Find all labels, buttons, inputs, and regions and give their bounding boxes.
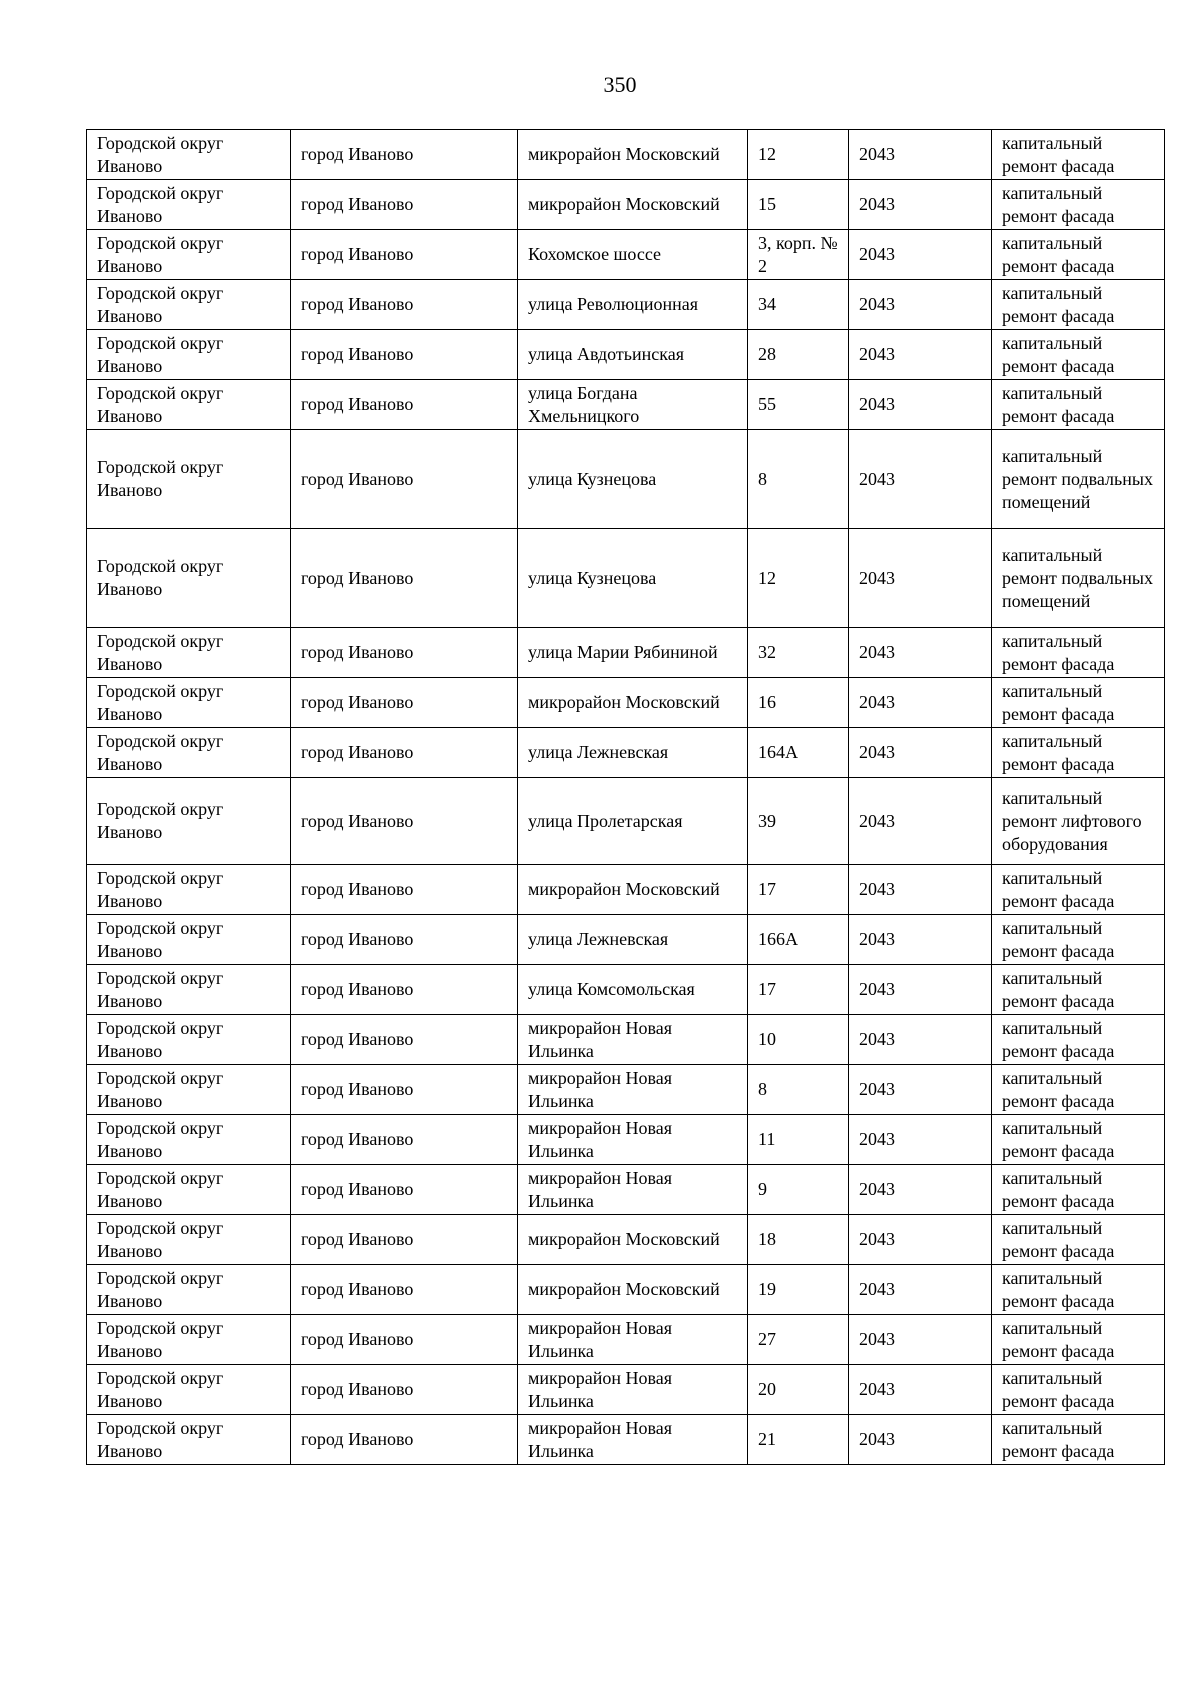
cell-year: 2043 (849, 230, 992, 280)
cell-house-number: 15 (748, 180, 849, 230)
cell-municipality: Городской округ Иваново (87, 1165, 291, 1215)
cell-municipality: Городской округ Иваново (87, 230, 291, 280)
cell-work-type: капитальный ремонт фасада (992, 1015, 1165, 1065)
cell-street: улица Марии Рябининой (518, 628, 748, 678)
table-row (87, 130, 1165, 180)
table-row (87, 180, 1165, 230)
cell-street: микрорайон Новая Ильинка (518, 1315, 748, 1365)
cell-work-type: капитальный ремонт фасада (992, 1165, 1165, 1215)
cell-house-number: 39 (748, 778, 849, 865)
cell-work-type: капитальный ремонт фасада (992, 1065, 1165, 1115)
table-row (87, 430, 1165, 529)
cell-house-number: 17 (748, 965, 849, 1015)
cell-settlement: город Иваново (291, 1215, 518, 1265)
cell-settlement: город Иваново (291, 130, 518, 180)
cell-house-number: 21 (748, 1415, 849, 1465)
table-row (87, 1265, 1165, 1315)
cell-work-type: капитальный ремонт подвальных помещений (992, 430, 1165, 529)
cell-year: 2043 (849, 380, 992, 430)
cell-year: 2043 (849, 280, 992, 330)
cell-year: 2043 (849, 180, 992, 230)
cell-municipality: Городской округ Иваново (87, 330, 291, 380)
cell-settlement: город Иваново (291, 230, 518, 280)
table-row (87, 1015, 1165, 1065)
cell-settlement: город Иваново (291, 529, 518, 628)
cell-work-type: капитальный ремонт фасада (992, 1365, 1165, 1415)
cell-year: 2043 (849, 130, 992, 180)
cell-year: 2043 (849, 529, 992, 628)
cell-year: 2043 (849, 1365, 992, 1415)
cell-street: микрорайон Московский (518, 865, 748, 915)
cell-work-type: капитальный ремонт фасада (992, 1415, 1165, 1465)
cell-house-number: 20 (748, 1365, 849, 1415)
cell-house-number: 8 (748, 430, 849, 529)
cell-house-number: 12 (748, 529, 849, 628)
cell-work-type: капитальный ремонт фасада (992, 915, 1165, 965)
cell-street: микрорайон Новая Ильинка (518, 1365, 748, 1415)
cell-year: 2043 (849, 430, 992, 529)
cell-house-number: 28 (748, 330, 849, 380)
cell-street: улица Богдана Хмельницкого (518, 380, 748, 430)
cell-street: улица Революционная (518, 280, 748, 330)
cell-municipality: Городской округ Иваново (87, 1315, 291, 1365)
table-row (87, 915, 1165, 965)
cell-street: микрорайон Новая Ильинка (518, 1165, 748, 1215)
cell-year: 2043 (849, 628, 992, 678)
cell-settlement: город Иваново (291, 430, 518, 529)
cell-house-number: 16 (748, 678, 849, 728)
cell-street: улица Кузнецова (518, 430, 748, 529)
cell-municipality: Городской округ Иваново (87, 628, 291, 678)
cell-house-number: 17 (748, 865, 849, 915)
cell-street: микрорайон Новая Ильинка (518, 1415, 748, 1465)
cell-house-number: 9 (748, 1165, 849, 1215)
cell-year: 2043 (849, 965, 992, 1015)
table-row (87, 1165, 1165, 1215)
cell-house-number: 12 (748, 130, 849, 180)
cell-work-type: капитальный ремонт фасада (992, 130, 1165, 180)
page-number: 350 (603, 72, 637, 97)
cell-street: улица Пролетарская (518, 778, 748, 865)
cell-work-type: капитальный ремонт фасада (992, 180, 1165, 230)
table-row (87, 380, 1165, 430)
cell-year: 2043 (849, 1215, 992, 1265)
cell-work-type: капитальный ремонт фасада (992, 965, 1165, 1015)
cell-work-type: капитальный ремонт фасада (992, 1215, 1165, 1265)
cell-street: микрорайон Московский (518, 1265, 748, 1315)
cell-year: 2043 (849, 728, 992, 778)
cell-street: Кохомское шоссе (518, 230, 748, 280)
cell-street: улица Лежневская (518, 915, 748, 965)
cell-settlement: город Иваново (291, 1265, 518, 1315)
cell-municipality: Городской округ Иваново (87, 1215, 291, 1265)
cell-settlement: город Иваново (291, 280, 518, 330)
table-row (87, 1215, 1165, 1265)
table-row (87, 678, 1165, 728)
cell-municipality: Городской округ Иваново (87, 728, 291, 778)
cell-settlement: город Иваново (291, 180, 518, 230)
cell-year: 2043 (849, 915, 992, 965)
cell-settlement: город Иваново (291, 1115, 518, 1165)
cell-work-type: капитальный ремонт подвальных помещений (992, 529, 1165, 628)
cell-settlement: город Иваново (291, 1365, 518, 1415)
table-row (87, 628, 1165, 678)
table-row (87, 330, 1165, 380)
cell-year: 2043 (849, 865, 992, 915)
cell-house-number: 164А (748, 728, 849, 778)
cell-street: улица Кузнецова (518, 529, 748, 628)
cell-work-type: капитальный ремонт фасада (992, 230, 1165, 280)
cell-municipality: Городской округ Иваново (87, 778, 291, 865)
cell-work-type: капитальный ремонт фасада (992, 280, 1165, 330)
cell-municipality: Городской округ Иваново (87, 965, 291, 1015)
cell-settlement: город Иваново (291, 965, 518, 1015)
cell-street: микрорайон Московский (518, 130, 748, 180)
cell-work-type: капитальный ремонт фасада (992, 1315, 1165, 1365)
table-row (87, 1115, 1165, 1165)
cell-street: микрорайон Новая Ильинка (518, 1015, 748, 1065)
cell-municipality: Городской округ Иваново (87, 280, 291, 330)
cell-house-number: 27 (748, 1315, 849, 1365)
cell-municipality: Городской округ Иваново (87, 380, 291, 430)
table-row (87, 728, 1165, 778)
cell-municipality: Городской округ Иваново (87, 1015, 291, 1065)
table-row (87, 230, 1165, 280)
registry-table-body (87, 130, 1165, 1465)
cell-settlement: город Иваново (291, 1015, 518, 1065)
cell-settlement: город Иваново (291, 865, 518, 915)
cell-year: 2043 (849, 1065, 992, 1115)
cell-house-number: 10 (748, 1015, 849, 1065)
table-row (87, 1065, 1165, 1115)
cell-settlement: город Иваново (291, 678, 518, 728)
cell-year: 2043 (849, 1115, 992, 1165)
cell-work-type: капитальный ремонт фасада (992, 330, 1165, 380)
cell-municipality: Городской округ Иваново (87, 1365, 291, 1415)
cell-settlement: город Иваново (291, 1065, 518, 1115)
cell-house-number: 18 (748, 1215, 849, 1265)
cell-street: микрорайон Новая Ильинка (518, 1115, 748, 1165)
cell-street: микрорайон Новая Ильинка (518, 1065, 748, 1115)
cell-municipality: Городской округ Иваново (87, 1115, 291, 1165)
registry-table (86, 129, 1165, 1465)
cell-municipality: Городской округ Иваново (87, 678, 291, 728)
cell-settlement: город Иваново (291, 1415, 518, 1465)
cell-municipality: Городской округ Иваново (87, 1065, 291, 1115)
cell-work-type: капитальный ремонт фасада (992, 380, 1165, 430)
cell-municipality: Городской округ Иваново (87, 865, 291, 915)
cell-house-number: 34 (748, 280, 849, 330)
cell-work-type: капитальный ремонт фасада (992, 1265, 1165, 1315)
cell-street: улица Авдотьинская (518, 330, 748, 380)
cell-settlement: город Иваново (291, 330, 518, 380)
cell-municipality: Городской округ Иваново (87, 529, 291, 628)
cell-work-type: капитальный ремонт фасада (992, 728, 1165, 778)
cell-house-number: 32 (748, 628, 849, 678)
cell-municipality: Городской округ Иваново (87, 1265, 291, 1315)
table-row (87, 280, 1165, 330)
table-row (87, 865, 1165, 915)
cell-house-number: 3, корп. № 2 (748, 230, 849, 280)
cell-year: 2043 (849, 678, 992, 728)
table-row (87, 529, 1165, 628)
cell-work-type: капитальный ремонт фасада (992, 1115, 1165, 1165)
cell-street: микрорайон Московский (518, 1215, 748, 1265)
cell-settlement: город Иваново (291, 778, 518, 865)
cell-settlement: город Иваново (291, 915, 518, 965)
cell-street: микрорайон Московский (518, 180, 748, 230)
cell-settlement: город Иваново (291, 728, 518, 778)
cell-year: 2043 (849, 1265, 992, 1315)
cell-municipality: Городской округ Иваново (87, 915, 291, 965)
cell-settlement: город Иваново (291, 1315, 518, 1365)
cell-settlement: город Иваново (291, 1165, 518, 1215)
table-row (87, 1365, 1165, 1415)
cell-settlement: город Иваново (291, 628, 518, 678)
cell-house-number: 8 (748, 1065, 849, 1115)
cell-municipality: Городской округ Иваново (87, 130, 291, 180)
cell-house-number: 166А (748, 915, 849, 965)
cell-street: улица Комсомольская (518, 965, 748, 1015)
cell-municipality: Городской округ Иваново (87, 180, 291, 230)
cell-year: 2043 (849, 778, 992, 865)
cell-house-number: 19 (748, 1265, 849, 1315)
cell-year: 2043 (849, 1415, 992, 1465)
cell-year: 2043 (849, 1315, 992, 1365)
cell-house-number: 55 (748, 380, 849, 430)
cell-work-type: капитальный ремонт фасада (992, 865, 1165, 915)
cell-work-type: капитальный ремонт фасада (992, 628, 1165, 678)
table-row (87, 965, 1165, 1015)
cell-municipality: Городской округ Иваново (87, 430, 291, 529)
table-row (87, 1415, 1165, 1465)
table-row (87, 778, 1165, 865)
cell-street: улица Лежневская (518, 728, 748, 778)
cell-work-type: капитальный ремонт фасада (992, 678, 1165, 728)
cell-municipality: Городской округ Иваново (87, 1415, 291, 1465)
cell-work-type: капитальный ремонт лифтового оборудования (992, 778, 1165, 865)
cell-street: микрорайон Московский (518, 678, 748, 728)
cell-house-number: 11 (748, 1115, 849, 1165)
cell-year: 2043 (849, 1015, 992, 1065)
cell-year: 2043 (849, 1165, 992, 1215)
table-row (87, 1315, 1165, 1365)
cell-year: 2043 (849, 330, 992, 380)
cell-settlement: город Иваново (291, 380, 518, 430)
